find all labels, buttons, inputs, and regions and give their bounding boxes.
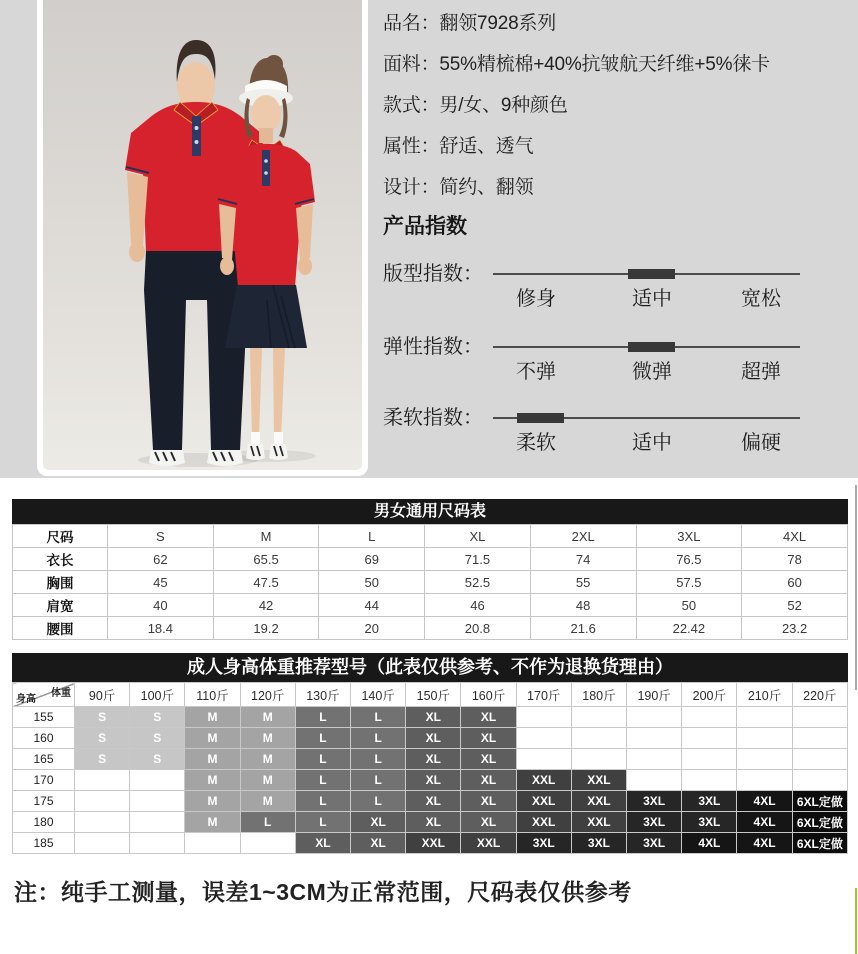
size-value-cell: 22.42	[636, 617, 742, 640]
index-label: 柔软指数：	[383, 407, 483, 429]
height-label-cell: 180	[13, 812, 75, 833]
size-column-header: S	[108, 525, 214, 548]
size-value-cell: 50	[636, 594, 742, 617]
reco-size-cell: L	[295, 728, 350, 749]
reco-size-cell: L	[351, 728, 406, 749]
reco-size-cell: M	[185, 791, 240, 812]
reco-size-cell: L	[295, 707, 350, 728]
reco-size-cell: L	[295, 770, 350, 791]
attribute-value: 简约、翻领	[439, 177, 534, 198]
reco-size-cell: XL	[295, 833, 350, 854]
reco-size-cell: M	[185, 728, 240, 749]
attribute-label: 属性：	[383, 136, 440, 157]
size-column-header: 2XL	[530, 525, 636, 548]
size-column-header: L	[319, 525, 425, 548]
reco-size-cell: XL	[461, 728, 516, 749]
reco-size-cell: M	[185, 749, 240, 770]
reco-size-cell	[185, 833, 240, 854]
product-photo-card	[37, 0, 368, 476]
reco-size-cell: 6XL定做	[792, 812, 847, 833]
size-table	[12, 524, 848, 640]
height-label-cell: 185	[13, 833, 75, 854]
reco-size-cell: 4XL	[737, 812, 792, 833]
height-weight-corner-cell	[13, 683, 75, 707]
reco-size-cell: XL	[461, 791, 516, 812]
reco-size-cell	[627, 728, 682, 749]
reco-size-cell: XXL	[571, 791, 626, 812]
reco-size-cell: XL	[461, 749, 516, 770]
reco-row	[13, 791, 848, 812]
reco-size-cell	[130, 770, 185, 791]
reco-size-cell: XL	[406, 812, 461, 833]
table-row	[13, 594, 848, 617]
reco-size-cell: L	[351, 707, 406, 728]
index-row	[383, 399, 858, 461]
reco-size-cell	[627, 749, 682, 770]
slider-option-label: 超弹	[741, 361, 781, 383]
reco-size-cell: L	[295, 791, 350, 812]
slider-option-label: 适中	[632, 432, 672, 454]
reco-size-cell: S	[75, 728, 130, 749]
product-info-panel	[383, 0, 858, 478]
index-label: 弹性指数：	[383, 336, 483, 358]
reco-size-cell: M	[240, 770, 295, 791]
reco-size-cell: XXL	[571, 770, 626, 791]
reco-size-cell: XXL	[461, 833, 516, 854]
reco-size-cell: L	[351, 770, 406, 791]
attribute-row	[383, 90, 568, 118]
attribute-label: 面料：	[383, 54, 440, 75]
reco-size-cell: L	[351, 791, 406, 812]
reco-size-cell: M	[185, 770, 240, 791]
reco-size-cell	[75, 770, 130, 791]
attribute-label: 品名：	[383, 13, 440, 34]
size-column-header: 3XL	[636, 525, 742, 548]
reco-size-cell: XXL	[516, 770, 571, 791]
size-row-label: 衣长	[13, 548, 108, 571]
reco-size-cell	[682, 728, 737, 749]
reco-size-cell	[130, 812, 185, 833]
reco-size-cell	[792, 728, 847, 749]
reco-size-cell	[516, 707, 571, 728]
reco-size-cell: 4XL	[682, 833, 737, 854]
weight-header-cell: 170斤	[516, 683, 571, 707]
size-value-cell: 20	[319, 617, 425, 640]
size-value-cell: 62	[108, 548, 214, 571]
table-row	[13, 617, 848, 640]
reco-size-cell	[75, 833, 130, 854]
reco-size-cell	[516, 728, 571, 749]
size-value-cell: 52.5	[425, 571, 531, 594]
reco-size-cell: M	[240, 707, 295, 728]
reco-size-cell: XXL	[516, 812, 571, 833]
size-value-cell: 23.2	[742, 617, 848, 640]
attribute-row	[383, 172, 533, 200]
reco-header-row	[13, 683, 848, 707]
reco-size-cell: 3XL	[627, 833, 682, 854]
reco-size-cell: XXL	[516, 791, 571, 812]
weight-header-cell: 160斤	[461, 683, 516, 707]
reco-size-cell: 3XL	[682, 812, 737, 833]
reco-size-cell: S	[130, 749, 185, 770]
size-row-label: 腰围	[13, 617, 108, 640]
slider-option-label: 偏硬	[741, 432, 781, 454]
reco-size-cell: M	[185, 812, 240, 833]
reco-size-cell: XL	[406, 707, 461, 728]
reco-size-cell: 6XL定做	[792, 791, 847, 812]
reco-row	[13, 812, 848, 833]
reco-row	[13, 770, 848, 791]
size-value-cell: 42	[213, 594, 319, 617]
reco-size-cell: L	[351, 749, 406, 770]
reco-size-cell: M	[240, 791, 295, 812]
reco-size-cell	[75, 791, 130, 812]
reco-size-cell	[571, 749, 626, 770]
slider-marker	[517, 413, 564, 423]
reco-size-cell: 4XL	[737, 833, 792, 854]
slider-option-label: 不弹	[516, 361, 556, 383]
table-row	[13, 548, 848, 571]
reco-size-cell: L	[295, 749, 350, 770]
weight-header-cell: 210斤	[737, 683, 792, 707]
slider-option-label: 宽松	[741, 288, 781, 310]
size-value-cell: 57.5	[636, 571, 742, 594]
size-value-cell: 21.6	[530, 617, 636, 640]
size-value-cell: 71.5	[425, 548, 531, 571]
size-value-cell: 55	[530, 571, 636, 594]
reco-size-cell	[627, 770, 682, 791]
attribute-value: 舒适、透气	[439, 136, 534, 157]
attribute-value: 翻领7928系列	[439, 13, 557, 34]
reco-size-cell	[75, 812, 130, 833]
reco-size-cell	[130, 833, 185, 854]
reco-size-cell	[240, 833, 295, 854]
reco-size-cell: 3XL	[682, 791, 737, 812]
reco-size-cell: M	[240, 728, 295, 749]
reco-size-cell	[792, 707, 847, 728]
reco-row	[13, 707, 848, 728]
reco-size-cell	[737, 770, 792, 791]
weight-header-cell: 200斤	[682, 683, 737, 707]
weight-header-cell: 140斤	[351, 683, 406, 707]
size-value-cell: 50	[319, 571, 425, 594]
size-value-cell: 46	[425, 594, 531, 617]
slider-option-label: 柔软	[516, 432, 556, 454]
height-label-cell: 175	[13, 791, 75, 812]
weight-header-cell: 190斤	[627, 683, 682, 707]
reco-size-cell: XL	[351, 833, 406, 854]
attribute-label: 设计：	[383, 177, 440, 198]
weight-header-cell: 120斤	[240, 683, 295, 707]
weight-header-cell: 130斤	[295, 683, 350, 707]
size-value-cell: 40	[108, 594, 214, 617]
right-edge-divider	[855, 485, 857, 690]
size-value-cell: 20.8	[425, 617, 531, 640]
size-row-label: 肩宽	[13, 594, 108, 617]
right-edge-green-line	[855, 888, 857, 954]
size-column-header: 4XL	[742, 525, 848, 548]
height-label-cell: 165	[13, 749, 75, 770]
attribute-value: 55%精梳棉+40%抗皱航天纤维+5%徕卡	[439, 54, 770, 75]
reco-size-cell	[682, 707, 737, 728]
reco-size-cell: L	[240, 812, 295, 833]
reco-size-cell: M	[240, 749, 295, 770]
reco-size-cell: XL	[461, 707, 516, 728]
slider-option-label: 微弹	[632, 361, 672, 383]
size-value-cell: 76.5	[636, 548, 742, 571]
reco-size-cell	[627, 707, 682, 728]
reco-size-cell	[737, 707, 792, 728]
reco-size-cell: XL	[461, 770, 516, 791]
reco-size-cell: XL	[461, 812, 516, 833]
weight-header-cell: 150斤	[406, 683, 461, 707]
height-label-cell: 160	[13, 728, 75, 749]
reco-size-cell: 6XL定做	[792, 833, 847, 854]
reco-row	[13, 728, 848, 749]
height-label-cell: 170	[13, 770, 75, 791]
reco-size-cell: XL	[351, 812, 406, 833]
size-value-cell: 44	[319, 594, 425, 617]
size-value-cell: 60	[742, 571, 848, 594]
attribute-label: 款式：	[383, 95, 440, 116]
reco-size-cell: XXL	[406, 833, 461, 854]
reco-size-cell: 3XL	[627, 812, 682, 833]
reco-size-cell: 3XL	[627, 791, 682, 812]
size-value-cell: 48	[530, 594, 636, 617]
reco-size-cell	[737, 728, 792, 749]
reco-size-cell: 3XL	[571, 833, 626, 854]
size-value-cell: 74	[530, 548, 636, 571]
reco-size-cell	[516, 749, 571, 770]
attribute-row	[383, 49, 770, 77]
reco-size-cell	[130, 791, 185, 812]
size-table-title: 男女通用尺码表	[12, 499, 848, 524]
reco-size-cell: S	[75, 707, 130, 728]
index-label: 版型指数：	[383, 263, 483, 285]
reco-size-cell: S	[75, 749, 130, 770]
reco-size-cell: S	[130, 728, 185, 749]
weight-header-cell: 100斤	[130, 683, 185, 707]
reco-size-cell: XL	[406, 728, 461, 749]
reco-size-cell	[682, 770, 737, 791]
weight-header-cell: 220斤	[792, 683, 847, 707]
reco-table	[12, 682, 848, 854]
corner-weight-label: 体重	[51, 688, 71, 699]
weight-header-cell: 180斤	[571, 683, 626, 707]
size-value-cell: 65.5	[213, 548, 319, 571]
size-row-label: 胸围	[13, 571, 108, 594]
weight-header-cell: 110斤	[185, 683, 240, 707]
index-row	[383, 328, 858, 390]
reco-size-cell	[682, 749, 737, 770]
slider-marker	[628, 342, 675, 352]
size-value-cell: 78	[742, 548, 848, 571]
reco-size-cell: M	[185, 707, 240, 728]
height-label-cell: 155	[13, 707, 75, 728]
slider-marker	[628, 269, 675, 279]
reco-size-cell	[792, 749, 847, 770]
size-value-cell: 45	[108, 571, 214, 594]
attribute-row	[383, 8, 556, 36]
reco-size-cell: XL	[406, 770, 461, 791]
corner-height-label: 身高	[16, 694, 36, 705]
index-slider	[493, 399, 800, 461]
table-row	[13, 571, 848, 594]
attribute-row	[383, 131, 533, 159]
reco-size-cell	[571, 707, 626, 728]
reco-size-cell: XL	[406, 791, 461, 812]
index-slider	[493, 328, 800, 390]
attribute-value: 男/女、9种颜色	[439, 95, 568, 116]
size-value-cell: 69	[319, 548, 425, 571]
reco-row	[13, 749, 848, 770]
size-column-header: M	[213, 525, 319, 548]
size-value-cell: 52	[742, 594, 848, 617]
index-slider	[493, 255, 800, 317]
size-value-cell: 47.5	[213, 571, 319, 594]
reco-size-cell: L	[295, 812, 350, 833]
product-photo	[43, 0, 362, 470]
reco-table-title: 成人身高体重推荐型号（此表仅供参考、不作为退换货理由）	[12, 653, 848, 682]
size-value-cell: 18.4	[108, 617, 214, 640]
slider-option-label: 适中	[632, 288, 672, 310]
reco-size-cell: XXL	[571, 812, 626, 833]
reco-size-cell: 3XL	[516, 833, 571, 854]
slider-option-label: 修身	[516, 288, 556, 310]
reco-size-cell	[737, 749, 792, 770]
reco-size-cell: 4XL	[737, 791, 792, 812]
size-header-cell: 尺码	[13, 525, 108, 548]
reco-size-cell: XL	[406, 749, 461, 770]
table-row	[13, 525, 848, 548]
reco-size-cell	[571, 728, 626, 749]
measurement-note: 注：纯手工测量，误差1~3CM为正常范围，尺码表仅供参考	[14, 879, 632, 905]
product-index-title: 产品指数	[383, 215, 467, 238]
size-column-header: XL	[425, 525, 531, 548]
reco-size-cell	[792, 770, 847, 791]
reco-size-cell: S	[130, 707, 185, 728]
weight-header-cell: 90斤	[75, 683, 130, 707]
size-value-cell: 19.2	[213, 617, 319, 640]
reco-row	[13, 833, 848, 854]
index-row	[383, 255, 858, 317]
